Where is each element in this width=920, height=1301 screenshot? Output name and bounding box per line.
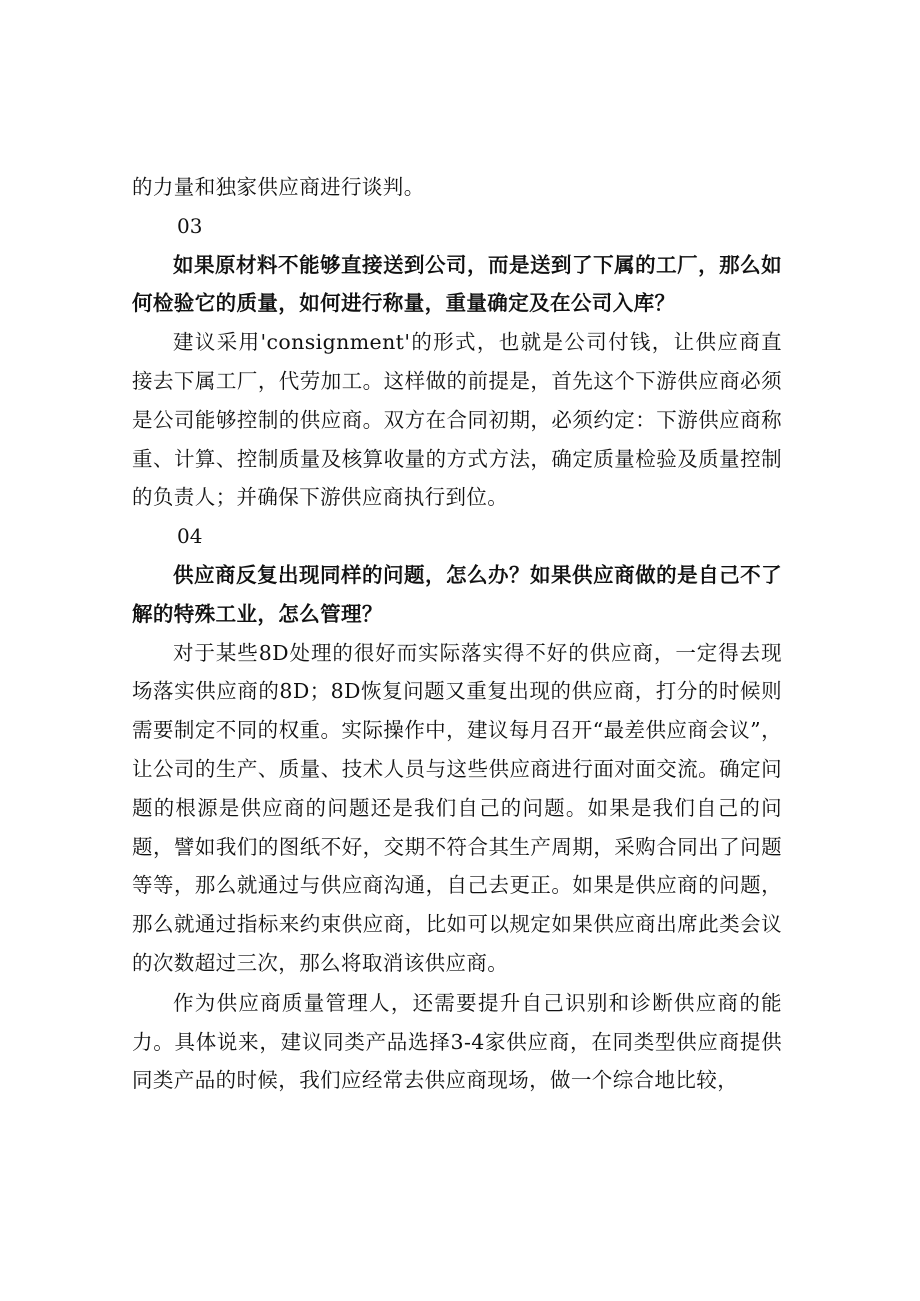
section-answer-04-paragraph-1: 对于某些8D处理的很好而实际落实得不好的供应商，一定得去现场落实供应商的8D；8D恢复问题又重复出现的供应商，打分的时候则需要制定不同的权重。实际操作中，建议每月召开“最差供应商会议”，让公司的生产、质量、技术人员与这些供应商进行面对面交流。确定问题的根源是供应商的问题还是我们自己的问题。如果是我们自己的问题，譬如我们的图纸不好，交期不符合其生产周期，采购合同出了问题等等，那么就通过与供应商沟通，自己去更正。如果是供应商的问题，那么就通过指标来约束供应商，比如可以规定如果供应商出席此类会议的次数超过三次，那么将取消该供应商。 — [132, 640, 782, 975]
section-answer-03: 建议采用'consignment'的形式，也就是公司付钱，让供应商直接去下属工厂，代劳加工。这样做的前提是，首先这个下游供应商必须是公司能够控制的供应商。双方在合同初期，必须约定：下游供应商称重、计算、控制质量及核算收量的方式方法，确定质量检验及质量控制的负责人；并确保下游供应商执行到位。 — [132, 330, 782, 510]
section-number-03: 03 — [177, 213, 203, 238]
document-body — [132, 168, 782, 1100]
section-answer-04-paragraph-2: 作为供应商质量管理人，还需要提升自己识别和诊断供应商的能力。具体说来，建议同类产品选择3-4家供应商，在同类型供应商提供同类产品的时候，我们应经常去供应商现场，做一个综合地比较， — [132, 990, 782, 1093]
section-question-04: 供应商反复出现同样的问题，怎么办？如果供应商做的是自己不了解的特殊工业，怎么管理？ — [132, 562, 782, 626]
section-question-03: 如果原材料不能够直接送到公司，而是送到了下属的工厂，那么如何检验它的质量，如何进行称量，重量确定及在公司入库？ — [132, 252, 782, 316]
section-number-04: 04 — [177, 524, 203, 549]
lead-paragraph: 的力量和独家供应商进行谈判。 — [132, 175, 425, 199]
